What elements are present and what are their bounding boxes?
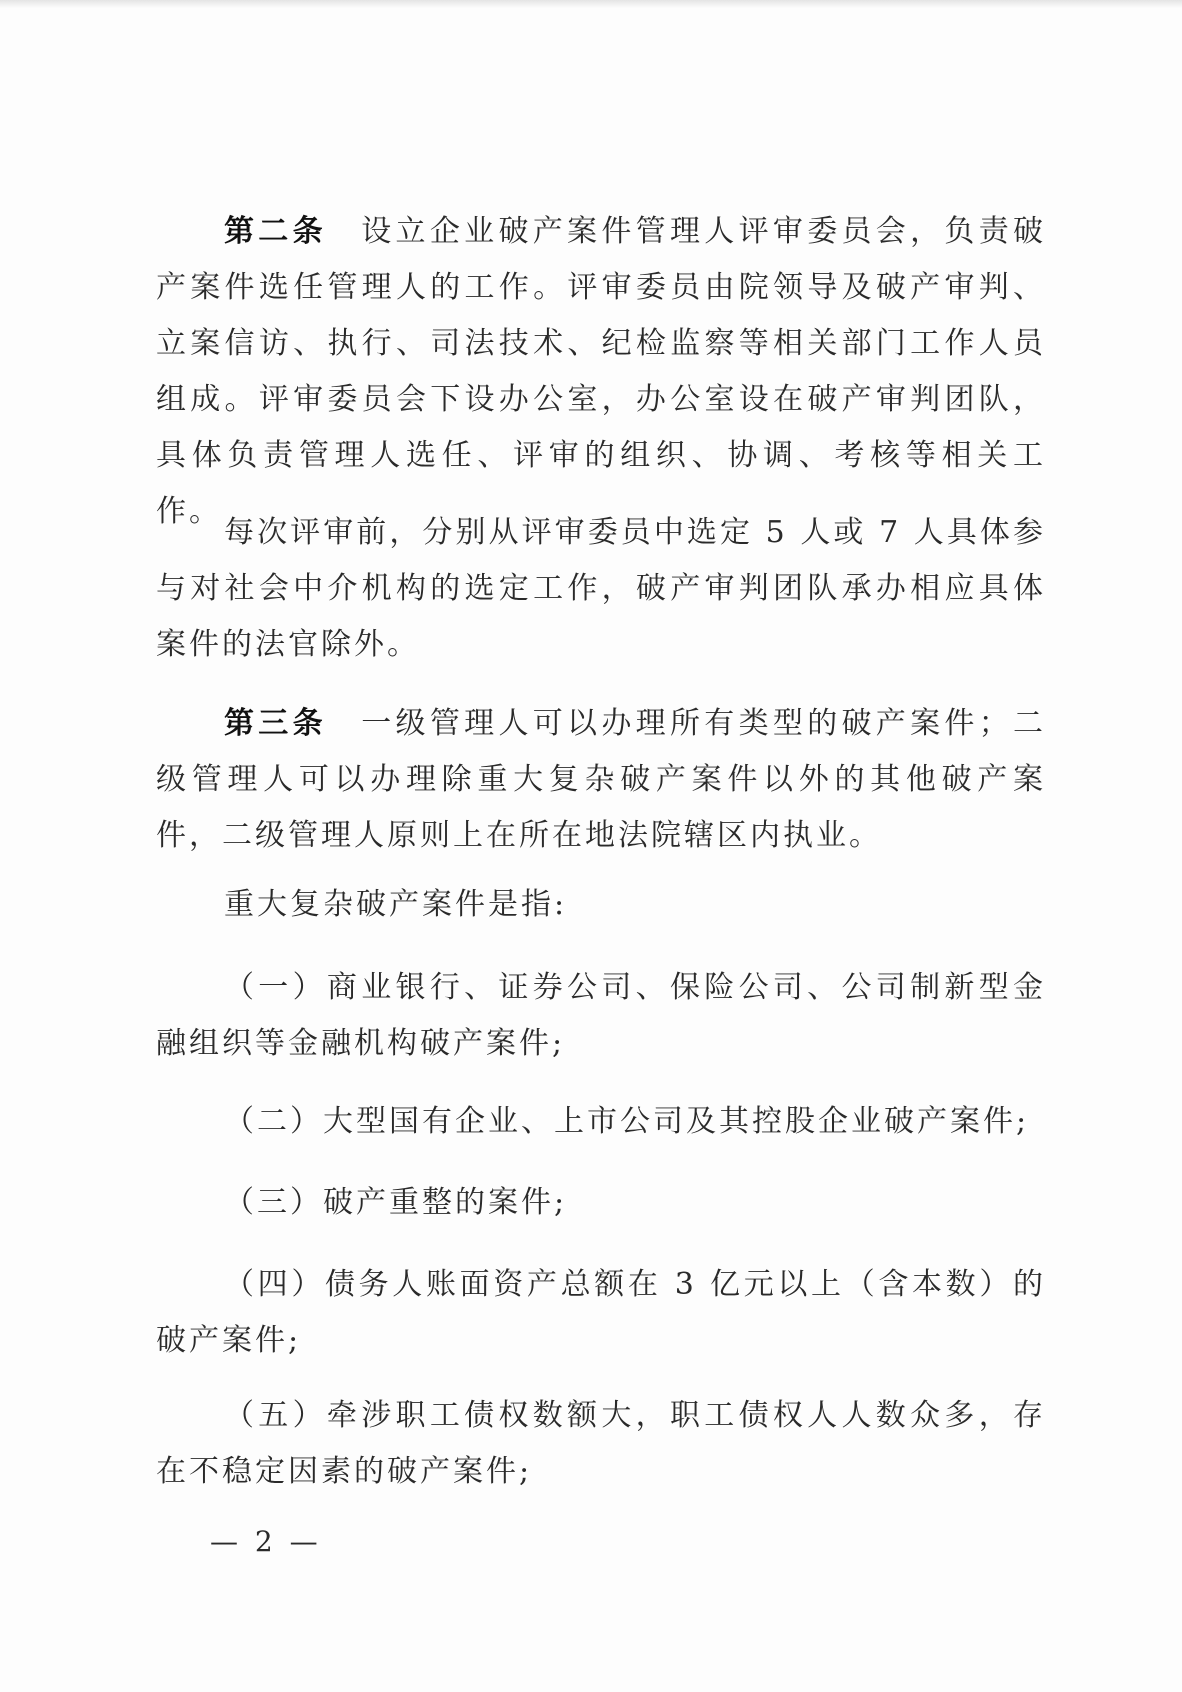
article-2-text: 设立企业破产案件管理人评审委员会，负责破产案件选任管理人的工作。评审委员由院领导及破产审判、立案信访、执行、司法技术、纪检监察等相关部门工作人员组成。评审委员会下设办公室，办公室设在破产审判团队，具体负责管理人选任、评审的组织、协调、考核等相关工作。 [156, 214, 1047, 529]
item-4-block [156, 1257, 1046, 1369]
article-3-text: 一级管理人可以办理所有类型的破产案件；二级管理人可以办理除重大复杂破产案件以外的其他破产案件，二级管理人原则上在所在地法院辖区内执业。 [156, 706, 1047, 853]
page-number: — 2 — [210, 1525, 322, 1558]
list-item: （二）大型国有企业、上市公司及其控股企业破产案件; [224, 1104, 1030, 1139]
article-3 [156, 696, 1046, 864]
article-3-heading: 第三条 [224, 706, 327, 741]
item-5-block [156, 1388, 1046, 1500]
article-2-heading: 第二条 [224, 214, 327, 249]
list-item: （四）债务人账面资产总额在 3 亿元以上（含本数）的破产案件; [156, 1267, 1046, 1358]
list-item: （五）牵涉职工债权数额大，职工债权人人数众多，存在不稳定因素的破产案件; [156, 1398, 1046, 1489]
article-3-paragraph [156, 696, 1046, 864]
list-item: （一）商业银行、证券公司、保险公司、公司制新型金融组织等金融机构破产案件; [156, 970, 1046, 1061]
article-2 [156, 204, 1046, 540]
article-2-second-paragraph [156, 505, 1046, 673]
definition-intro: 重大复杂破产案件是指: [224, 887, 568, 922]
item-3-block [156, 1175, 1046, 1231]
item-1-block [156, 960, 1046, 1072]
article-2-para-2: 每次评审前，分别从评审委员中选定 5 人或 7 人具体参与对社会中介机构的选定工作，破产审判团队承办相应具体案件的法官除外。 [156, 515, 1046, 662]
scan-edge [0, 0, 1182, 8]
definition-intro-block [156, 877, 1046, 933]
item-2-block [156, 1094, 1046, 1150]
article-2-paragraph [156, 204, 1046, 540]
list-item: （三）破产重整的案件; [224, 1185, 568, 1220]
